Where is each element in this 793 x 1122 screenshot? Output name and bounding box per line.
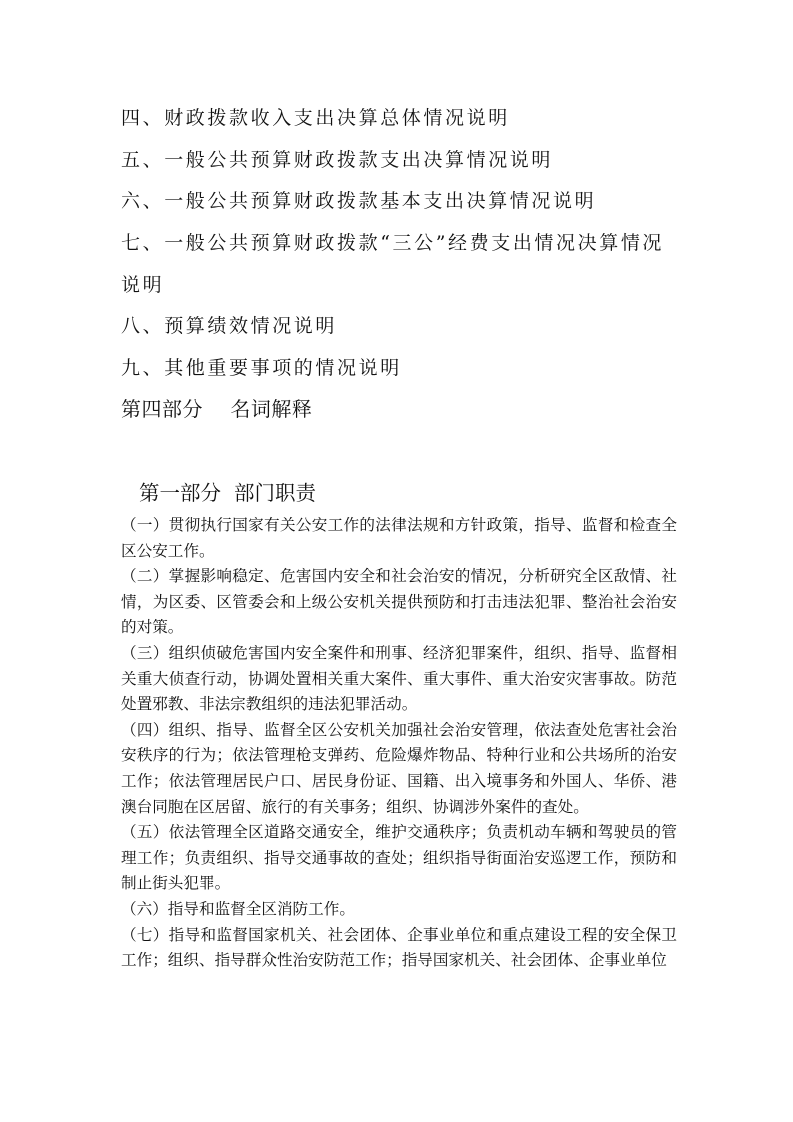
section-heading: 第一部分 部门职责 — [139, 481, 317, 505]
duty-paragraph-6: （六）指导和监督全区消防工作。 — [121, 899, 355, 918]
duty-paragraph-5: （五）依法管理全区道路交通安全，维护交通秩序；负责机动车辆和驾驶员的管理工作；负责组织、指导交通事故的查处；组织指导街面治安巡逻工作，预防和制止街头犯罪。 — [121, 823, 677, 893]
duty-paragraph-4: （四）组织、指导、监督全区公安机关加强社会治安管理，依法查处危害社会治安秩序的行为；依法管理枪支弹药、危险爆炸物品、特种行业和公共场所的治安工作；依法管理居民户口、居民身份证、国籍、出入境事务和外国人、华侨、港澳台同胞在区居留、旅行的有关事务；组织、协调涉外案件的查处。 — [121, 720, 677, 816]
toc-item-5: 五、一般公共预算财政拨款支出决算情况说明 — [121, 149, 554, 171]
toc-item-6: 六、一般公共预算财政拨款基本支出决算情况说明 — [121, 190, 597, 212]
toc-item-9: 九、其他重要事项的情况说明 — [121, 357, 402, 379]
toc-item-8: 八、预算绩效情况说明 — [121, 315, 338, 337]
part-four-heading: 第四部分 名词解释 — [121, 397, 313, 421]
duty-paragraph-3: （三）组织侦破危害国内安全案件和刑事、经济犯罪案件，组织、指导、监督相关重大侦查行动，协调处置相关重大案件、重大事件、重大治安灾害事故。防范处置邪教、非法宗教组织的违法犯罪活动。 — [121, 643, 677, 714]
toc-item-4: 四、财政拨款收入支出决算总体情况说明 — [121, 107, 510, 129]
duty-paragraph-7: （七）指导和监督国家机关、社会团体、企事业单位和重点建设工程的安全保卫工作；组织、指导群众性治安防范工作；指导国家机关、社会团体、企事业单位 — [121, 925, 677, 970]
duties-body — [121, 513, 677, 974]
toc-item-7: 七、一般公共预算财政拨款“三公”经费支出情况决算情况说明 — [121, 232, 665, 296]
duty-paragraph-2: （二）掌握影响稳定、危害国内安全和社会治安的情况，分析研究全区敌情、社情，为区委、区管委会和上级公安机关提供预防和打击违法犯罪、整治社会治安的对策。 — [121, 567, 677, 637]
duty-paragraph-1: （一）贯彻执行国家有关公安工作的法律法规和方针政策，指导、监督和检查全区公安工作。 — [121, 516, 677, 560]
